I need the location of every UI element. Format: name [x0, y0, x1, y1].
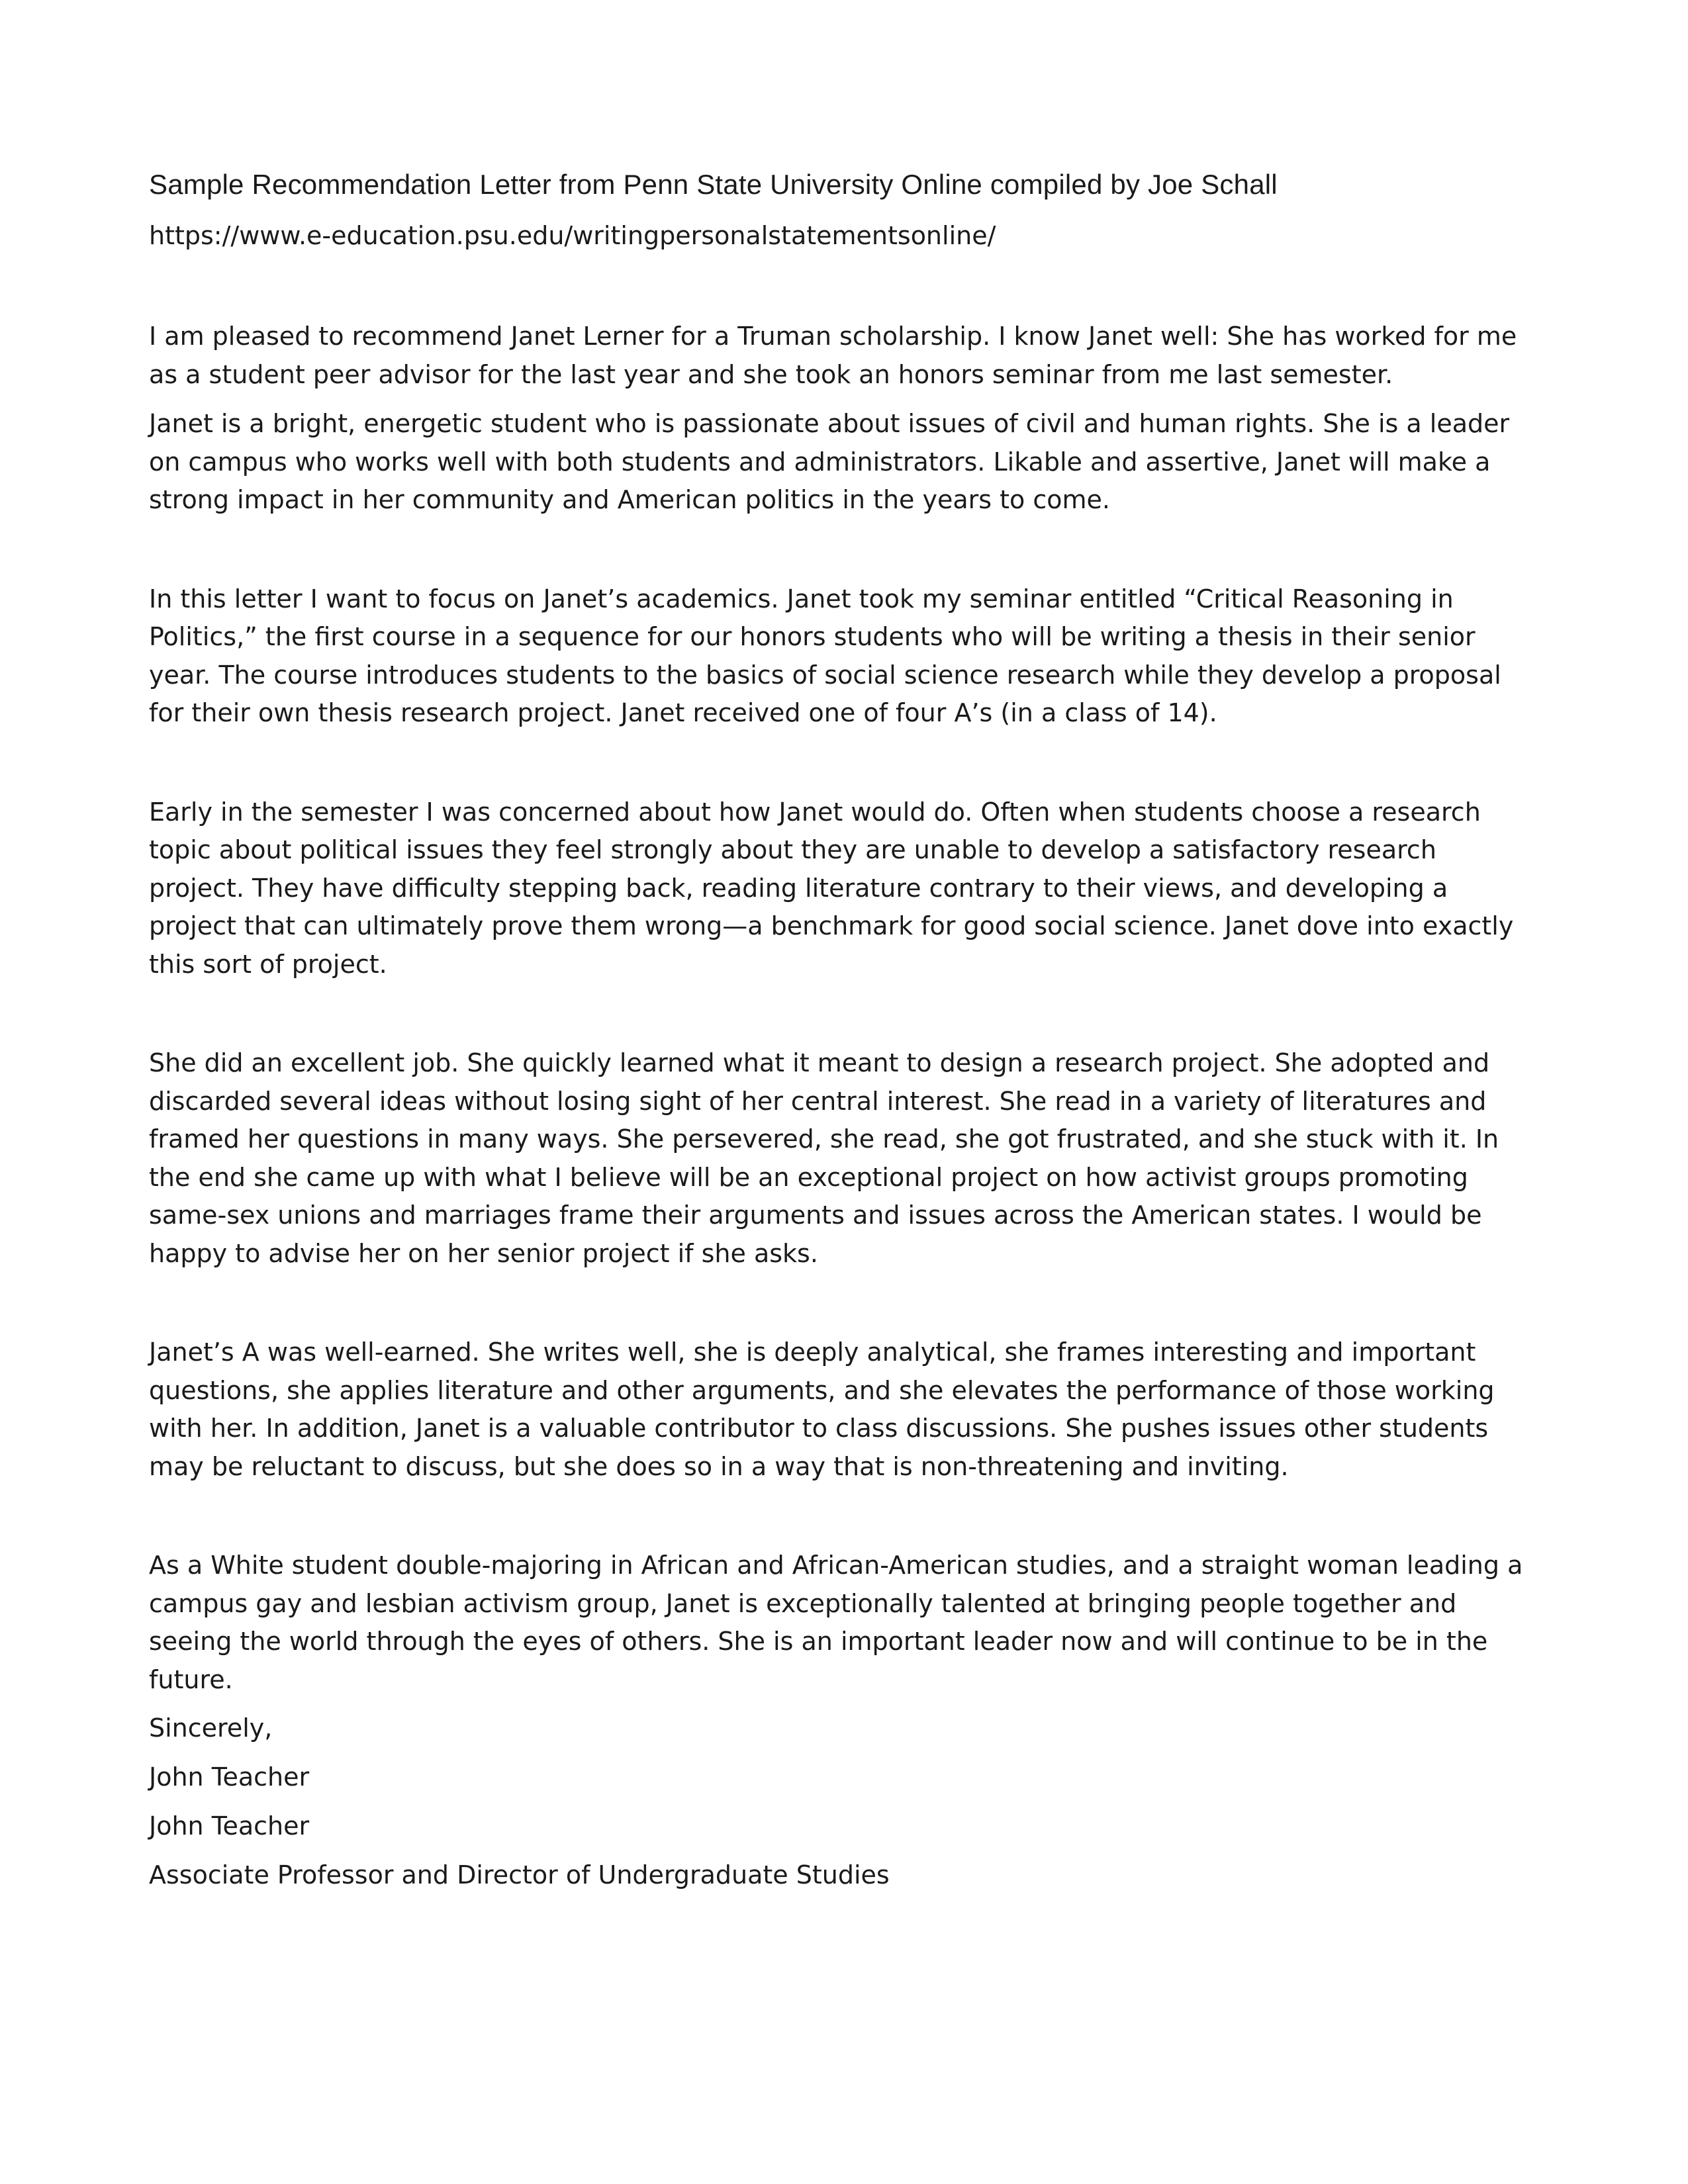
- document-title: Sample Recommendation Letter from Penn State University Online compiled by Joe Schall: [149, 169, 1278, 200]
- source-url: https://www.e-education.psu.edu/writingpersonalstatementsonline/: [149, 221, 996, 250]
- typed-name: John Teacher: [149, 1811, 310, 1841]
- paragraph-leadership: As a White student double-majoring in African and African-American studies, and a straight woman leading a campus gay and lesbian activism group, Janet is exceptionally talented at bringing people together and seeing the world through the eyes of others. She is an important leader now and will continue to be in the future.: [149, 1551, 1523, 1694]
- signature-block: [149, 1711, 1539, 1892]
- closing: Sincerely,: [149, 1713, 273, 1743]
- letter-body: [149, 318, 1539, 1699]
- paragraph-character: Janet is a bright, energetic student who is passionate about issues of civil and human rights. She is a leader on campus who works well with both students and administrators. Likable and assertive, Janet will make a strong impact in her community and American politics in the years to come.: [149, 409, 1510, 514]
- paragraph-performance: She did an excellent job. She quickly learned what it meant to design a research project. She adopted and discarded several ideas without losing sight of her central interest. She read in a variety of literatures and framed her questions in many ways. She persevered, she read, she got frustrated, and she stuck with it. In the end she came up with what I believe will be an exceptional project on how activist groups promoting same-sex unions and marriages frame their arguments and issues across the American states. I would be happy to advise her on her senior project if she asks.: [149, 1048, 1499, 1268]
- paragraph-intro: I am pleased to recommend Janet Lerner for a Truman scholarship. I know Janet well: She has worked for me as a student peer advisor for the last year and she took an honors seminar from me last semester.: [149, 322, 1517, 389]
- paragraph-grade: Janet’s A was well-earned. She writes well, she is deeply analytical, she frames interesting and important questions, she applies literature and other arguments, and she elevates the performance of those working with her. In addition, Janet is a valuable contributor to class discussions. She pushes issues other students may be reluctant to discuss, but she does so in a way that is non-threatening and inviting.: [149, 1338, 1495, 1481]
- signer-position: Associate Professor and Director of Undergraduate Studies: [149, 1860, 890, 1889]
- signed-name: John Teacher: [149, 1762, 310, 1792]
- paragraph-concern: Early in the semester I was concerned about how Janet would do. Often when students choose a research topic about political issues they feel strongly about they are unable to develop a satisfactory research project. They have difficulty stepping back, reading literature contrary to their views, and developing a project that can ultimately prove them wrong—a benchmark for good social science. Janet dove into exactly this sort of project.: [149, 797, 1514, 979]
- paragraph-academics: In this letter I want to focus on Janet’s academics. Janet took my seminar entitled “Critical Reasoning in Politics,” the first course in a sequence for our honors students who will be writing a thesis in their senior year. The course introduces students to the basics of social science research while they develop a proposal for their own thesis research project. Janet received one of four A’s (in a class of 14).: [149, 584, 1501, 727]
- letter-page: [149, 165, 1539, 1892]
